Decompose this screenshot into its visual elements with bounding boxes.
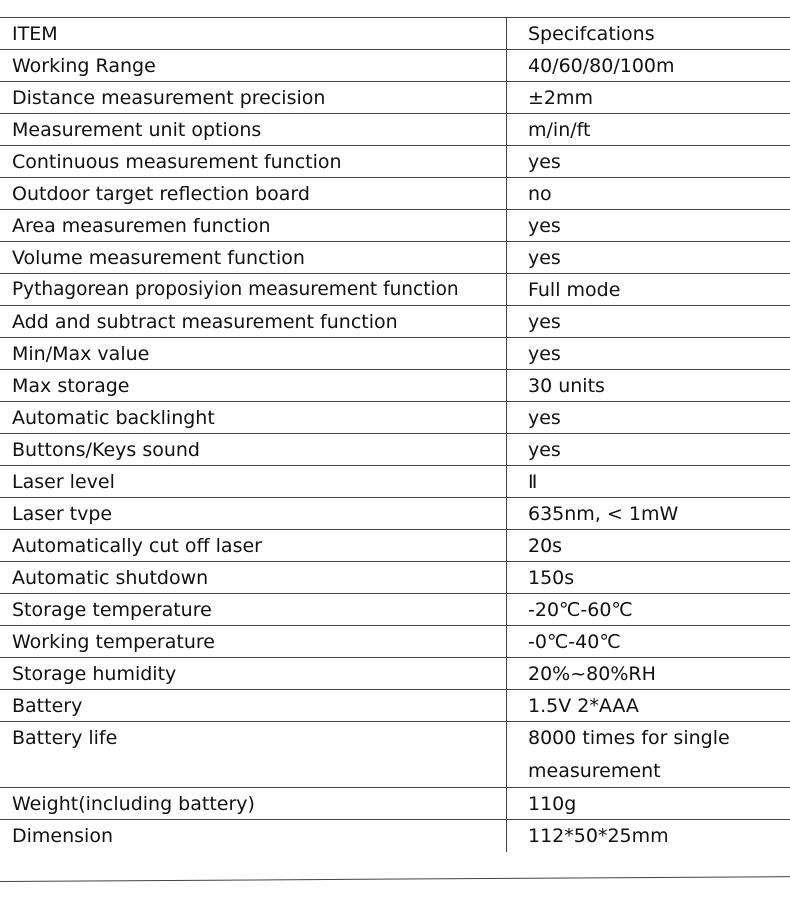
spec-cell: Ⅱ	[528, 471, 538, 493]
item-cell: Working temperature	[0, 626, 507, 657]
spec-cell: -20℃-60℃	[528, 599, 633, 621]
item-cell: Buttons/Keys sound	[0, 434, 507, 465]
table-row	[0, 146, 790, 178]
table-row	[0, 530, 790, 562]
item-cell: Add and subtract measurement function	[0, 306, 507, 337]
item-cell: Measurement unit options	[0, 114, 507, 145]
spec-cell: ±2mm	[528, 87, 594, 109]
item-cell: Dimension	[0, 820, 507, 852]
item-cell: Laser tvpe	[0, 498, 507, 529]
item-cell: Area measuremen function	[0, 210, 507, 241]
spec-cell: yes	[528, 343, 561, 365]
table-row	[0, 274, 790, 306]
table-row	[0, 594, 790, 626]
item-cell: Automatically cut off laser	[0, 530, 507, 561]
item-cell: Storage humidity	[0, 658, 507, 689]
item-cell: Battery life	[0, 722, 507, 787]
item-cell: Automatic backlinght	[0, 402, 507, 433]
table-row	[0, 114, 790, 146]
spec-cell: yes	[528, 247, 561, 269]
table-row	[0, 434, 790, 466]
table-row	[0, 370, 790, 402]
table-row	[0, 82, 790, 114]
item-cell: Outdoor target reflection board	[0, 178, 507, 209]
table-row	[0, 788, 790, 820]
spec-cell: 30 units	[528, 375, 605, 397]
table-row	[0, 210, 790, 242]
item-cell: Laser level	[0, 466, 507, 497]
spec-cell: -0℃-40℃	[528, 631, 621, 653]
spec-cell: 20s	[528, 535, 563, 557]
column-header-specifications: Specifcations	[528, 23, 655, 45]
spec-cell: 8000 times for single measurement	[528, 727, 730, 782]
spec-cell: 150s	[528, 567, 575, 589]
spec-cell: 20%~80%RH	[528, 663, 656, 685]
table-row	[0, 658, 790, 690]
table-row	[0, 178, 790, 210]
item-cell: Volume measurement function	[0, 242, 507, 273]
spec-cell: 40/60/80/100m	[528, 55, 675, 77]
table-row	[0, 498, 790, 530]
spec-cell: 110g	[528, 793, 577, 815]
item-cell: Working Range	[0, 50, 507, 81]
item-cell: Min/Max value	[0, 338, 507, 369]
table-row	[0, 466, 790, 498]
spec-cell: no	[528, 183, 552, 205]
spec-cell: 635nm, < 1mW	[528, 503, 679, 525]
spec-cell: 112*50*25mm	[528, 825, 669, 847]
spec-cell: yes	[528, 311, 561, 333]
item-cell: Pythagorean proposiyion measurement function	[0, 274, 507, 305]
spec-cell: yes	[528, 215, 561, 237]
table-row	[0, 722, 790, 788]
table-row	[0, 50, 790, 82]
item-cell: Distance measurement precision	[0, 82, 507, 113]
column-header-item: ITEM	[0, 18, 507, 49]
table-row	[0, 626, 790, 658]
item-cell: Weight(including battery)	[0, 788, 507, 819]
item-cell: Max storage	[0, 370, 507, 401]
item-cell: Continuous measurement function	[0, 146, 507, 177]
table-row	[0, 820, 790, 852]
table-row	[0, 242, 790, 274]
item-cell: Automatic shutdown	[0, 562, 507, 593]
table-row	[0, 562, 790, 594]
item-cell: Battery	[0, 690, 507, 721]
table-row	[0, 338, 790, 370]
table-bottom-rule	[0, 876, 790, 882]
table-row	[0, 402, 790, 434]
spec-cell: 1.5V 2*AAA	[528, 695, 639, 717]
spec-cell: Full mode	[528, 279, 621, 301]
spec-cell: yes	[528, 151, 561, 173]
item-cell: Storage temperature	[0, 594, 507, 625]
table-row	[0, 690, 790, 722]
spec-cell: yes	[528, 407, 561, 429]
table-row	[0, 306, 790, 338]
spec-cell: yes	[528, 439, 561, 461]
specifications-table	[0, 17, 790, 852]
spec-cell: m/in/ft	[528, 119, 591, 141]
table-header-row	[0, 18, 790, 50]
